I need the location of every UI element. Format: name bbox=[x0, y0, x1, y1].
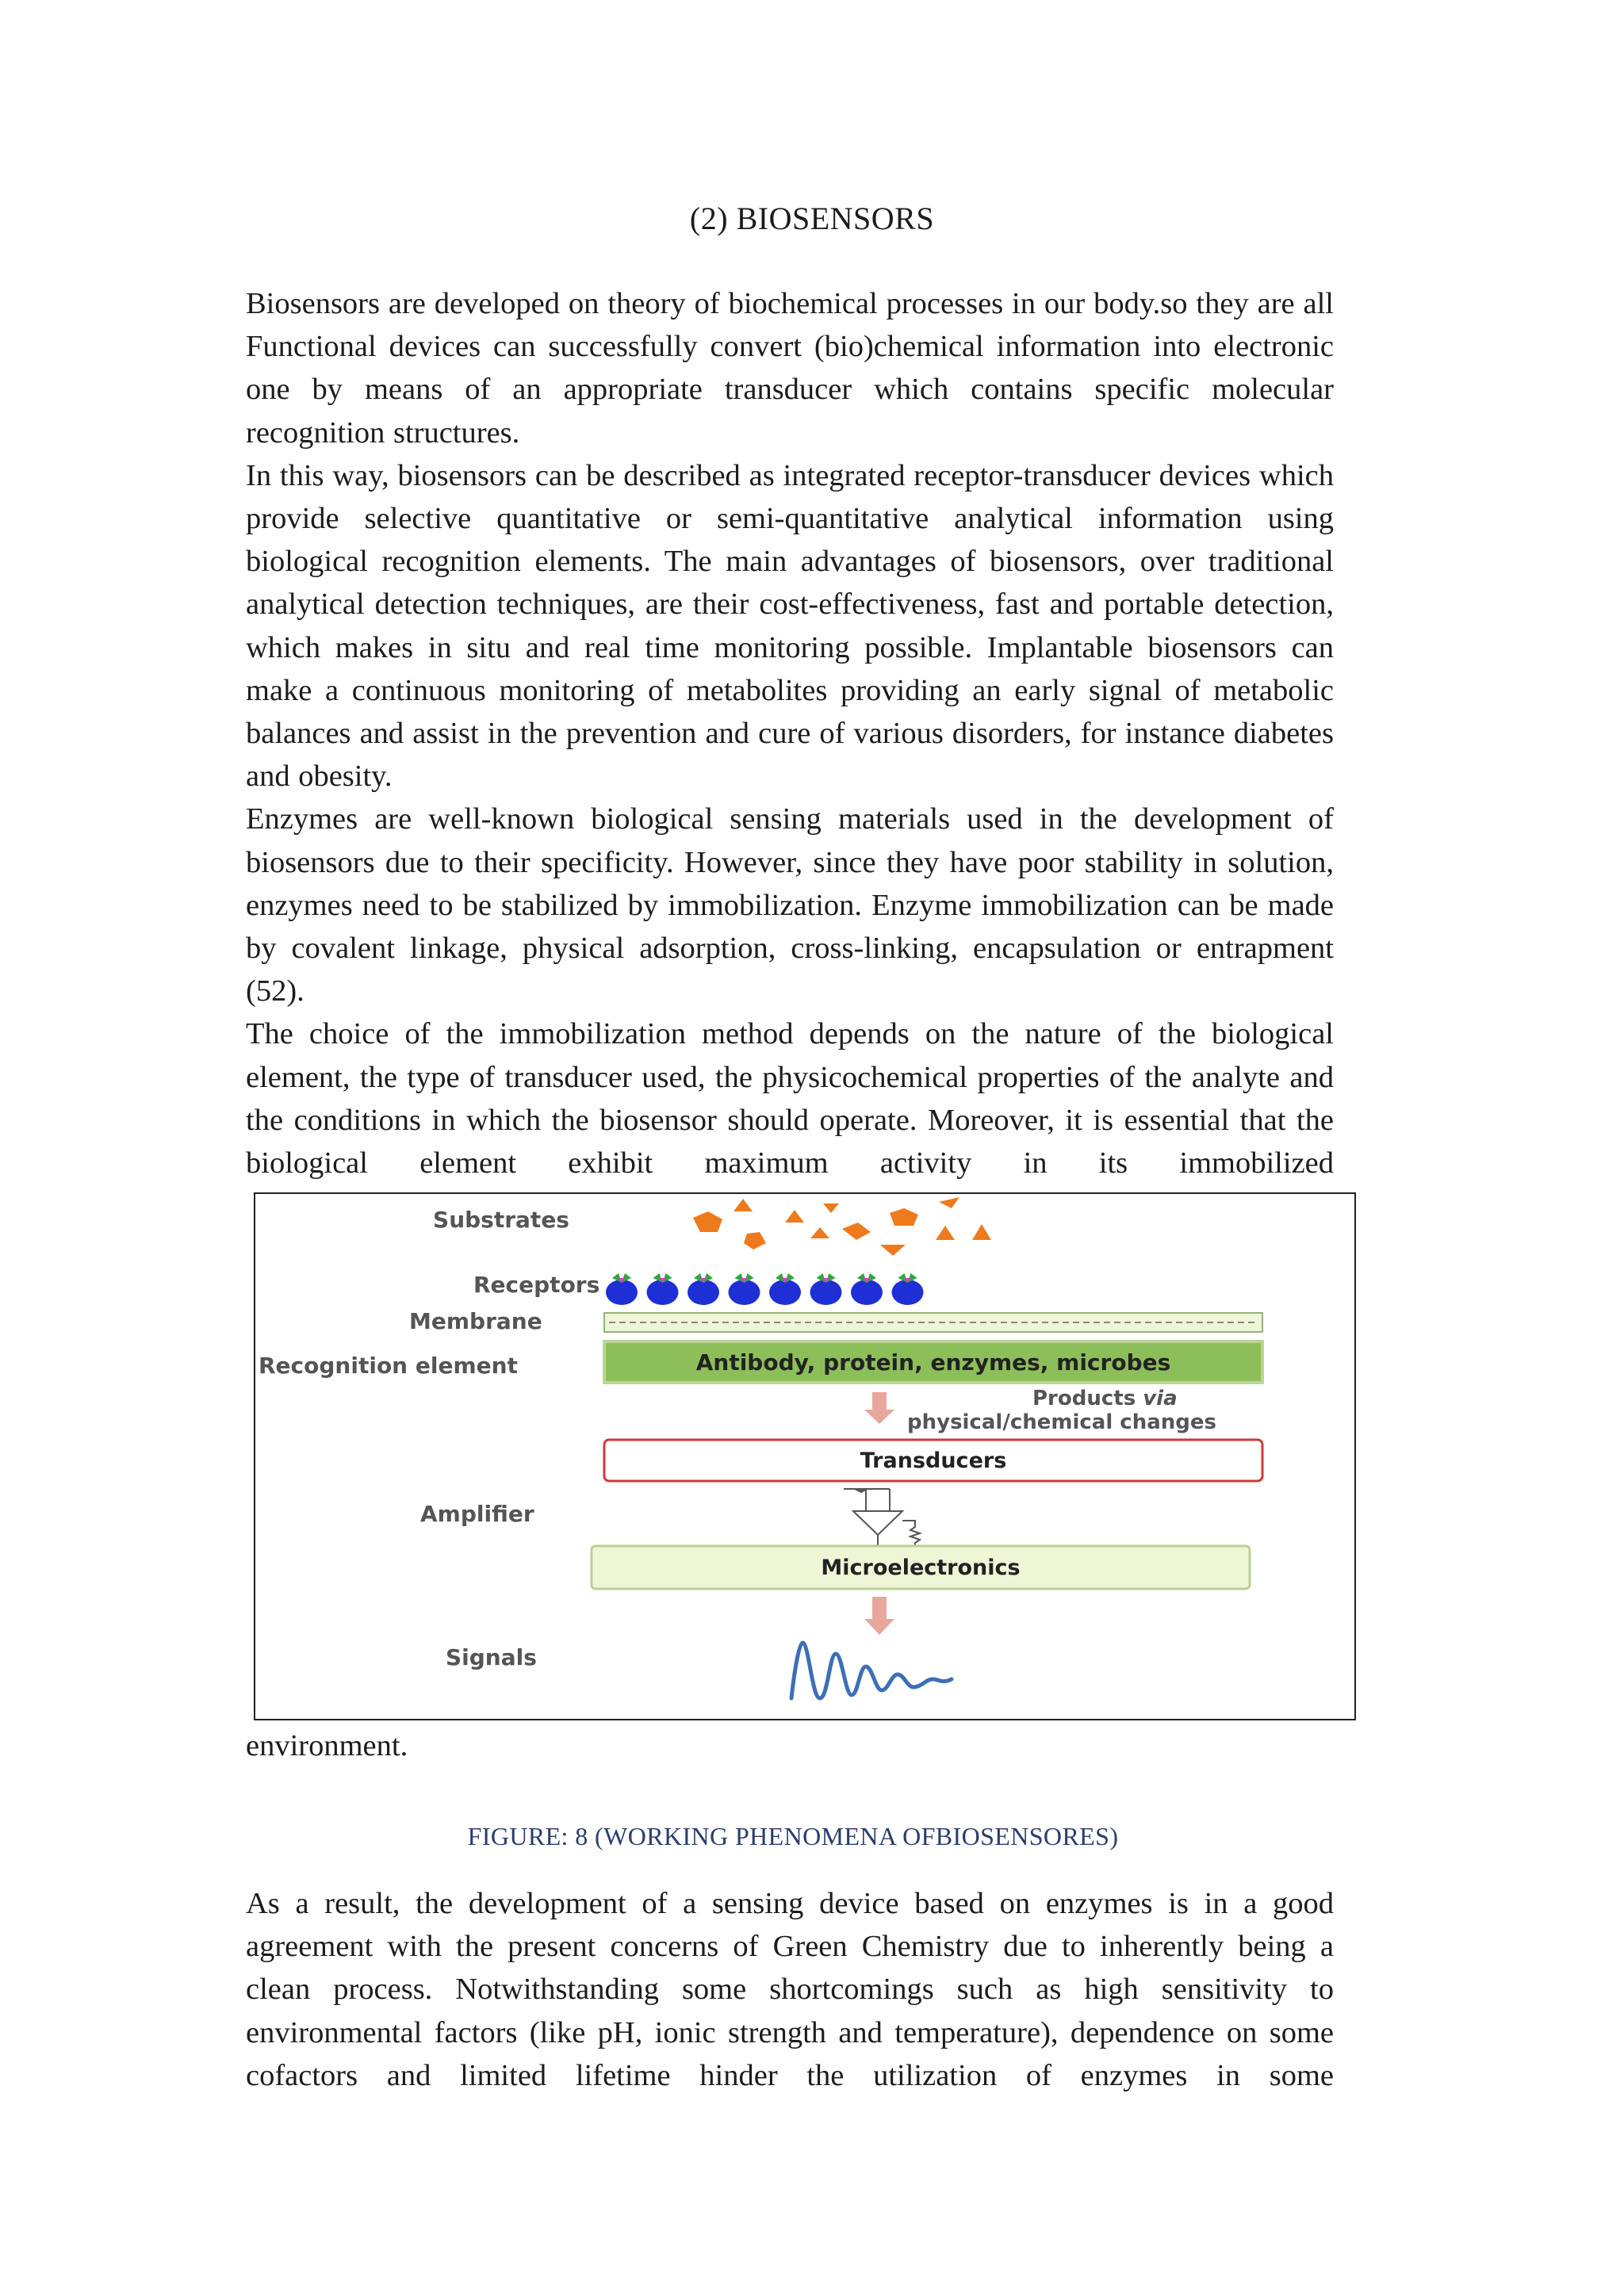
receptor-icon bbox=[769, 1273, 801, 1305]
substrate-triangle bbox=[810, 1227, 829, 1238]
paragraph-2: In this way, biosensors can be described as integrated receptor-transducer devices which provide selective quantitative or semi-quantitative analytical information using biological recognition elements. The main advantages of biosensors, over traditional analytical detection techniques, are their cost-effectiveness, fast and portable detection, which makes in situ and real time monitoring possible. Implantable biosensors can make a continuous monitoring of metabolites providing an early signal of metabolic balances and assist in the prevention and cure of various disorders, for instance diabetes and obesity. bbox=[246, 458, 1334, 794]
substrate-triangle bbox=[972, 1224, 991, 1240]
receptor-icon bbox=[892, 1273, 924, 1305]
substrate-pentagon bbox=[693, 1211, 722, 1232]
substrate-shapes bbox=[693, 1197, 991, 1256]
substrate-triangle bbox=[785, 1210, 804, 1223]
receptor-icon bbox=[851, 1273, 883, 1305]
paragraph-5: As a result, the development of a sensing device based on enzymes is in a good agreement with the present concerns of Green Chemistry due to inherently being a clean process. Notwithstanding some shortcomings such as high sensitivity to environmental factors (like pH, ionic strength and temperature), dependence on some cofactors and limited lifetime hinder the utilization of enzymes in some bbox=[246, 1887, 1334, 2092]
label-substrates: Substrates bbox=[433, 1207, 569, 1233]
label-membrane: Membrane bbox=[409, 1308, 542, 1334]
label-signals: Signals bbox=[446, 1644, 537, 1670]
substrate-triangle bbox=[733, 1199, 753, 1211]
paragraph-3: Enzymes are well-known biological sensing materials used in the development of biosensors due to their specificity. However, since they have poor stability in solution, enzymes need to be stabilized by immobilization. Enzyme immobilization can be made by covalent linkage, physical adsorption, cross-linking, encapsulation or entrapment (52). bbox=[246, 802, 1334, 1008]
figure-caption: FIGURE: 8 (WORKING PHENOMENA OFBIOSENSORES) bbox=[467, 1822, 1119, 1850]
substrate-triangle bbox=[936, 1226, 955, 1240]
substrate-triangle bbox=[823, 1203, 839, 1213]
amplifier-icon bbox=[844, 1489, 920, 1551]
label-recognition-element: Recognition element bbox=[259, 1353, 518, 1379]
receptor-icon bbox=[606, 1273, 638, 1305]
paragraph-4: The choice of the immobilization method depends on the nature of the biological element, the type of transducer used, the physicochemical properties of the analyte and the conditions in which the biosensor should operate. Moreover, it is essential that the biological element exhibit maximum activity in its immobilized bbox=[246, 1017, 1334, 1181]
receptor-icon bbox=[647, 1273, 679, 1305]
receptor-icon bbox=[729, 1273, 760, 1305]
paragraph-4-end: environment. bbox=[246, 1729, 408, 1762]
body-text-top bbox=[246, 282, 1334, 1184]
substrate-diamond bbox=[842, 1223, 871, 1240]
substrate-pentagon bbox=[890, 1208, 918, 1226]
arrow-down-icon bbox=[864, 1392, 894, 1424]
substrate-triangle bbox=[880, 1245, 906, 1256]
receptor-row bbox=[606, 1273, 924, 1305]
products-changes-label: physical/chemical changes bbox=[907, 1410, 1216, 1434]
substrate-triangle bbox=[939, 1197, 959, 1208]
signal-wave-icon bbox=[791, 1643, 952, 1698]
paragraph-1: Biosensors are developed on theory of biochemical processes in our body.so they are all Functional devices can successfully convert (bio)chemical information into electronic one by means of an appropriate transducer which contains specific molecular recognition structures. bbox=[246, 287, 1334, 450]
substrate-pentagon bbox=[744, 1232, 766, 1249]
products-label: Products via bbox=[1032, 1387, 1178, 1410]
label-amplifier: Amplifier bbox=[420, 1501, 534, 1527]
recognition-box-text: Antibody, protein, enzymes, microbes bbox=[695, 1349, 1171, 1376]
microelectronics-text: Microelectronics bbox=[821, 1556, 1021, 1580]
biosensor-diagram bbox=[254, 1192, 1356, 1720]
arrow-down-icon bbox=[864, 1597, 894, 1635]
receptor-icon bbox=[810, 1273, 842, 1305]
transducers-text: Transducers bbox=[860, 1448, 1007, 1473]
receptor-icon bbox=[688, 1273, 719, 1305]
section-heading: (2) BIOSENSORS bbox=[689, 201, 935, 236]
label-receptors: Receptors bbox=[473, 1272, 600, 1298]
